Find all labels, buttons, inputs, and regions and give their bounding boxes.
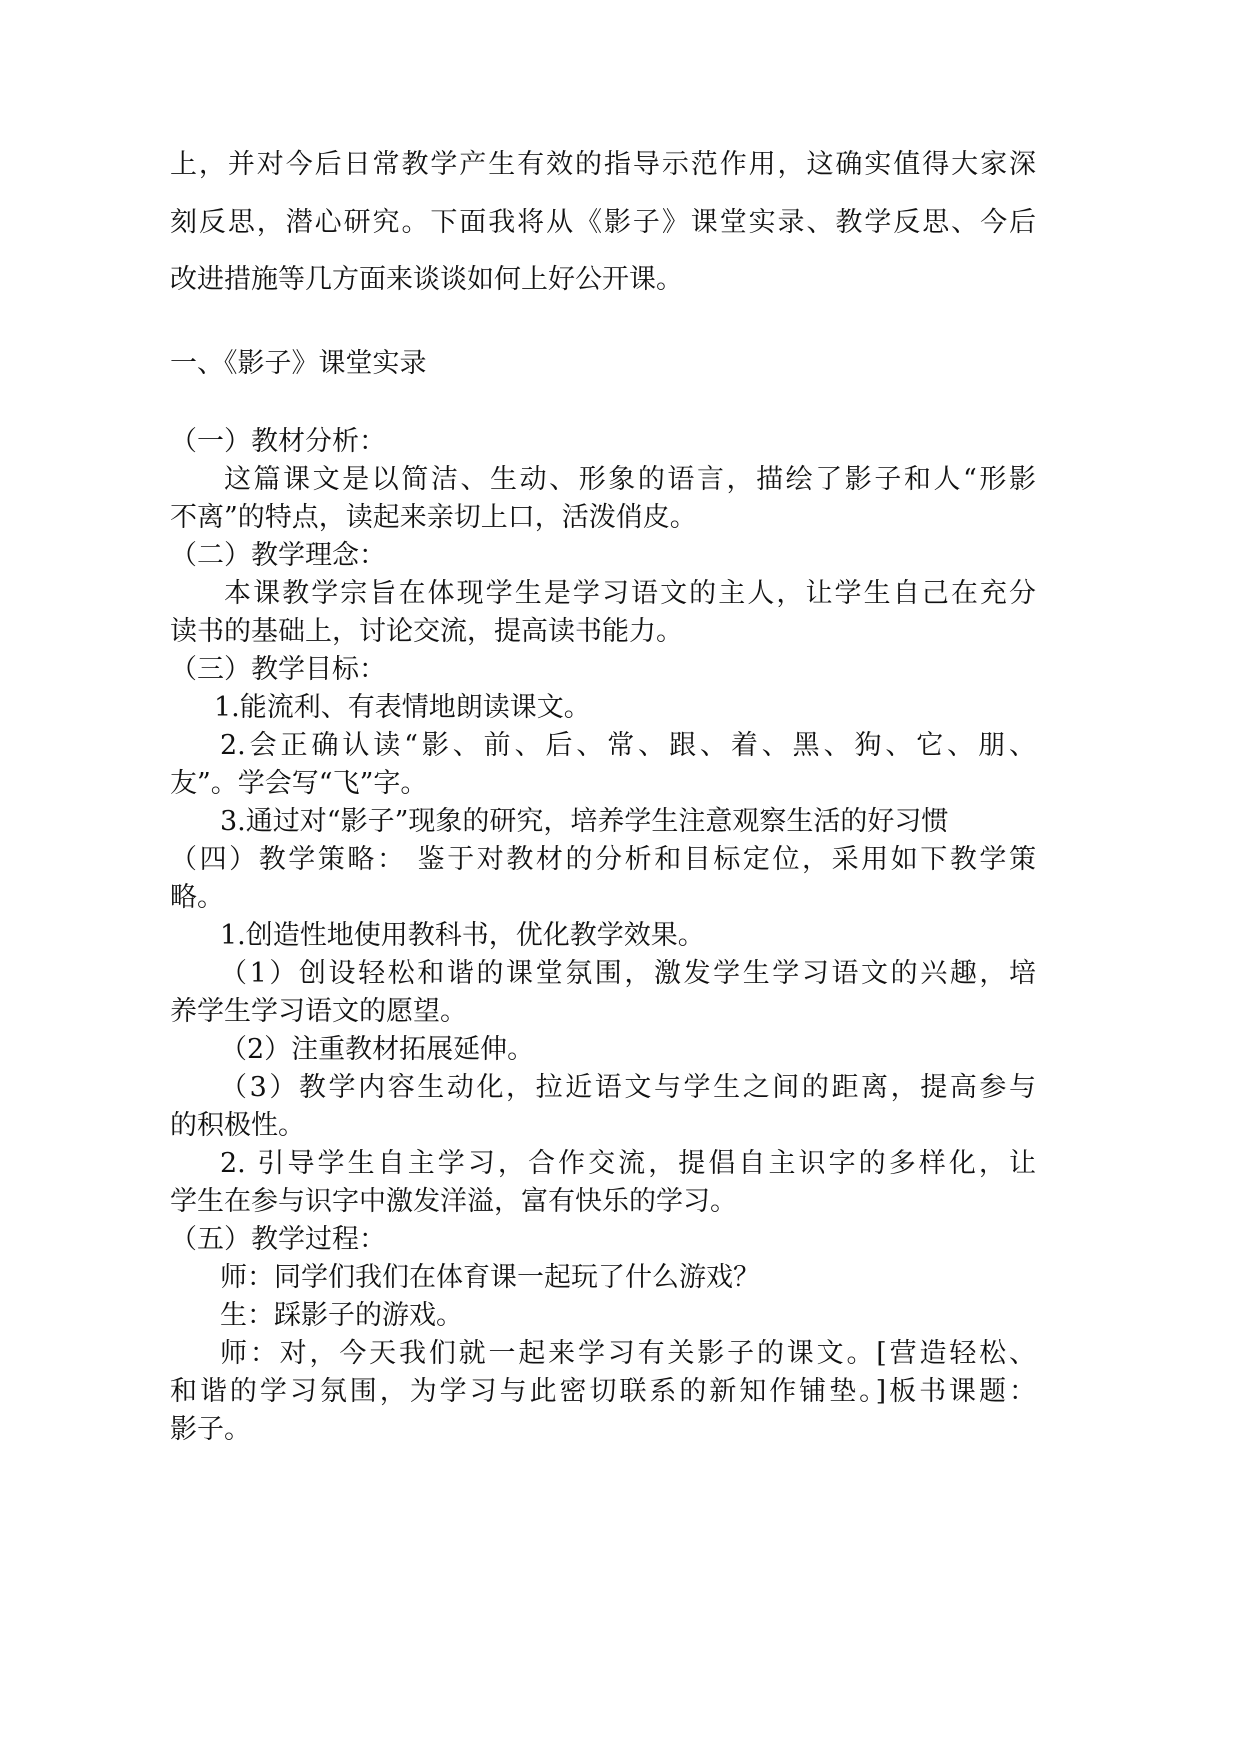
part2-line-1: 本课教学宗旨在体现学生是学习语文的主人，让学生自己在充分 bbox=[224, 578, 1036, 609]
dialog-student-1: 生：踩影子的游戏。 bbox=[220, 1300, 463, 1331]
strategy-1c-line-2: 的积极性。 bbox=[170, 1110, 305, 1141]
goal-2-line-2: 友”。学会写“飞”字。 bbox=[170, 768, 428, 799]
strategy-2-line-1: 2. 引导学生自主学习，合作交流，提倡自主识字的多样化，让 bbox=[220, 1148, 1036, 1179]
intro-line-3: 改进措施等几方面来谈谈如何上好公开课。 bbox=[170, 264, 683, 295]
goal-2-line-1: 2.会正确认读“影、前、后、常、跟、着、黑、狗、它、朋、 bbox=[220, 730, 1036, 761]
strategy-1: 1.创造性地使用教科书，优化教学效果。 bbox=[220, 920, 705, 951]
intro-line-1: 上，并对今后日常教学产生有效的指导示范作用，这确实值得大家深 bbox=[170, 149, 1036, 180]
part4-line-1: （四）教学策略： 鉴于对教材的分析和目标定位，采用如下教学策 bbox=[170, 844, 1036, 875]
strategy-1a-line-1: （1）创设轻松和谐的课堂氛围，激发学生学习语文的兴趣，培 bbox=[220, 958, 1036, 989]
intro-line-2: 刻反思，潜心研究。下面我将从《影子》课堂实录、教学反思、今后 bbox=[170, 207, 1036, 238]
part4-line-2: 略。 bbox=[170, 882, 224, 913]
part1-line-2: 不离”的特点，读起来亲切上口，活泼俏皮。 bbox=[170, 502, 697, 533]
goal-3: 3.通过对“影子”现象的研究，培养学生注意观察生活的好习惯 bbox=[220, 806, 949, 837]
strategy-2-line-2: 学生在参与识字中激发洋溢，富有快乐的学习。 bbox=[170, 1186, 737, 1217]
part2-heading: （二）教学理念： bbox=[170, 540, 386, 571]
part5-heading: （五）教学过程： bbox=[170, 1224, 386, 1255]
part3-heading: （三）教学目标： bbox=[170, 654, 386, 685]
strategy-1b: （2）注重教材拓展延伸。 bbox=[220, 1034, 535, 1065]
section-title: 一、《影子》课堂实录 bbox=[170, 348, 427, 379]
part1-line-1: 这篇课文是以简洁、生动、形象的语言，描绘了影子和人“形影 bbox=[224, 464, 1036, 495]
dialog-teacher-2-line-3: 影子。 bbox=[170, 1414, 251, 1445]
part1-heading: （一）教材分析： bbox=[170, 426, 386, 457]
dialog-teacher-1: 师：同学们我们在体育课一起玩了什么游戏？ bbox=[220, 1262, 760, 1293]
dialog-teacher-2-line-2: 和谐的学习氛围，为学习与此密切联系的新知作铺垫。]板书课题： bbox=[170, 1376, 1036, 1407]
goal-1: 1.能流利、有表情地朗读课文。 bbox=[214, 692, 591, 723]
part2-line-2: 读书的基础上，讨论交流，提高读书能力。 bbox=[170, 616, 683, 647]
strategy-1a-line-2: 养学生学习语文的愿望。 bbox=[170, 996, 467, 1027]
strategy-1c-line-1: （3）教学内容生动化，拉近语文与学生之间的距离，提高参与 bbox=[220, 1072, 1036, 1103]
dialog-teacher-2-line-1: 师：对，今天我们就一起来学习有关影子的课文。[营造轻松、 bbox=[220, 1338, 1036, 1369]
